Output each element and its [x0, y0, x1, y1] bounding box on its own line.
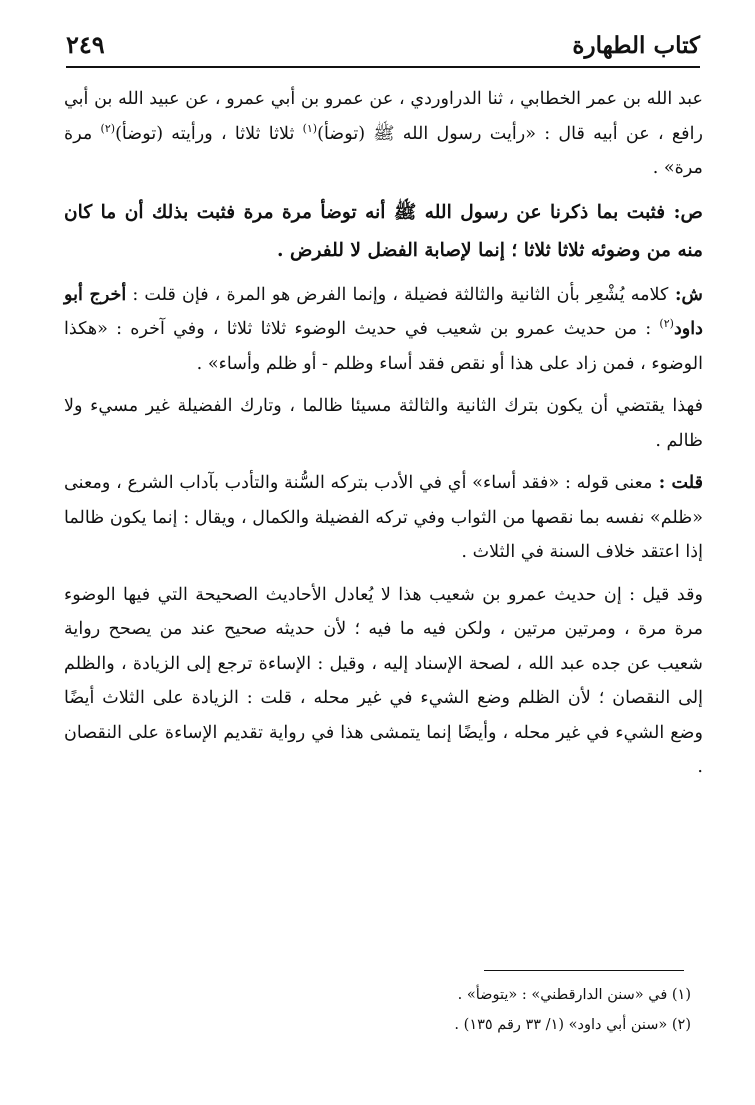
footnote-ref: (١) [302, 121, 318, 135]
main-text [64, 82, 703, 785]
footnote: (١) في «سنن الدارقطني» : «يتوضأ» . [457, 987, 691, 1003]
chapter-title: كتاب الطهارة [572, 32, 700, 59]
paragraph-chain: عبد الله بن عمر الخطابي ، ثنا الدراوردي ، عن عمرو بن أبي عمرو ، عن عبيد الله بن أبي رافع ، عن أبيه قال : «رأيت رسول الله ﷺ (توضأ)$^{(١)}$ ثلاثا ثلاثا ، ورأيته (توضأ)$^{(٢)}$ مرة مرة» . [64, 89, 703, 178]
page-header [66, 28, 700, 68]
footnote-ref: (٢) [100, 121, 116, 135]
page-number: ٢٤٩ [66, 30, 105, 59]
paragraph-discussion: وقد قيل : إن حديث عمرو بن شعيب هذا لا يُعادل الأحاديث الصحيحة التي فيها الوضوء مرة مرة ، ومرتين مرتين ، ولكن فيه ما فيه ؛ لأن حديثه صحيح عند من يصحح رواية شعيب عن جده عبد الله ، لصحة الإسناد إليه ، وقيل : الإساءة ترجع إلى الزيادة ، والظلم إلى النقصان ؛ لأن الظلم وضع الشيء في غير محله ، قلت : الزيادة على الثلاث أيضًا وضع الشيء في غير محله ، وأيضًا إنما يتمشى هذا في رواية تقديم الإساءة على النقصان . [64, 584, 703, 777]
footnote-divider [484, 970, 684, 971]
footnote: (٢) «سنن أبي داود» (١/ ٣٣ رقم ١٣٥) . [454, 1017, 691, 1033]
paragraph-sharh: ش: كلامه يُشْعِر بأن الثانية والثالثة فضيلة ، وإنما الفرض هو المرة ، فإن قلت : أخرج أبو داود$^{(٢)}$ : من حديث عمرو بن شعيب في حديث الوضوء ثلاثا ثلاثا ، وفي آخره : «هكذا الوضوء ، فمن زاد على هذا أو نقص فقد أساء وظلم - أو ظلم وأساء» . [64, 283, 704, 374]
paragraph-reply: قلت : معنى قوله : «فقد أساء» أي في الأدب بتركه السُّنة والتأدب بآداب الشرع ، ومعنى «ظلم» نفسه بما نقصها من الثواب وفي تركه الفضيلة والكمال ، ويقال : إنما يكون ظالما إذا اعتقد خلاف السنة في الثلاث . [64, 472, 704, 562]
footnotes [200, 980, 691, 1040]
emphasis: أخرج أبو داود [64, 283, 703, 339]
footnote-ref: (٢) [659, 317, 674, 331]
section-marker: ص: [665, 201, 703, 223]
paragraph-inference: فهذا يقتضي أن يكون بترك الثانية والثالثة مسيئا ظالما ، وتارك الفضيلة غير مسيء ولا ظالم . [64, 396, 703, 451]
section-marker: قلت : [652, 472, 704, 493]
paragraph-matn: ص: فثبت بما ذكرنا عن رسول الله ﷺ أنه توضأ مرة مرة فثبت بذلك أن ما كان منه من وضوئه ثلاثا ثلاثا ؛ إنما لإصابة الفضل لا للفرض . [64, 201, 703, 261]
section-marker: ش: [668, 283, 704, 305]
